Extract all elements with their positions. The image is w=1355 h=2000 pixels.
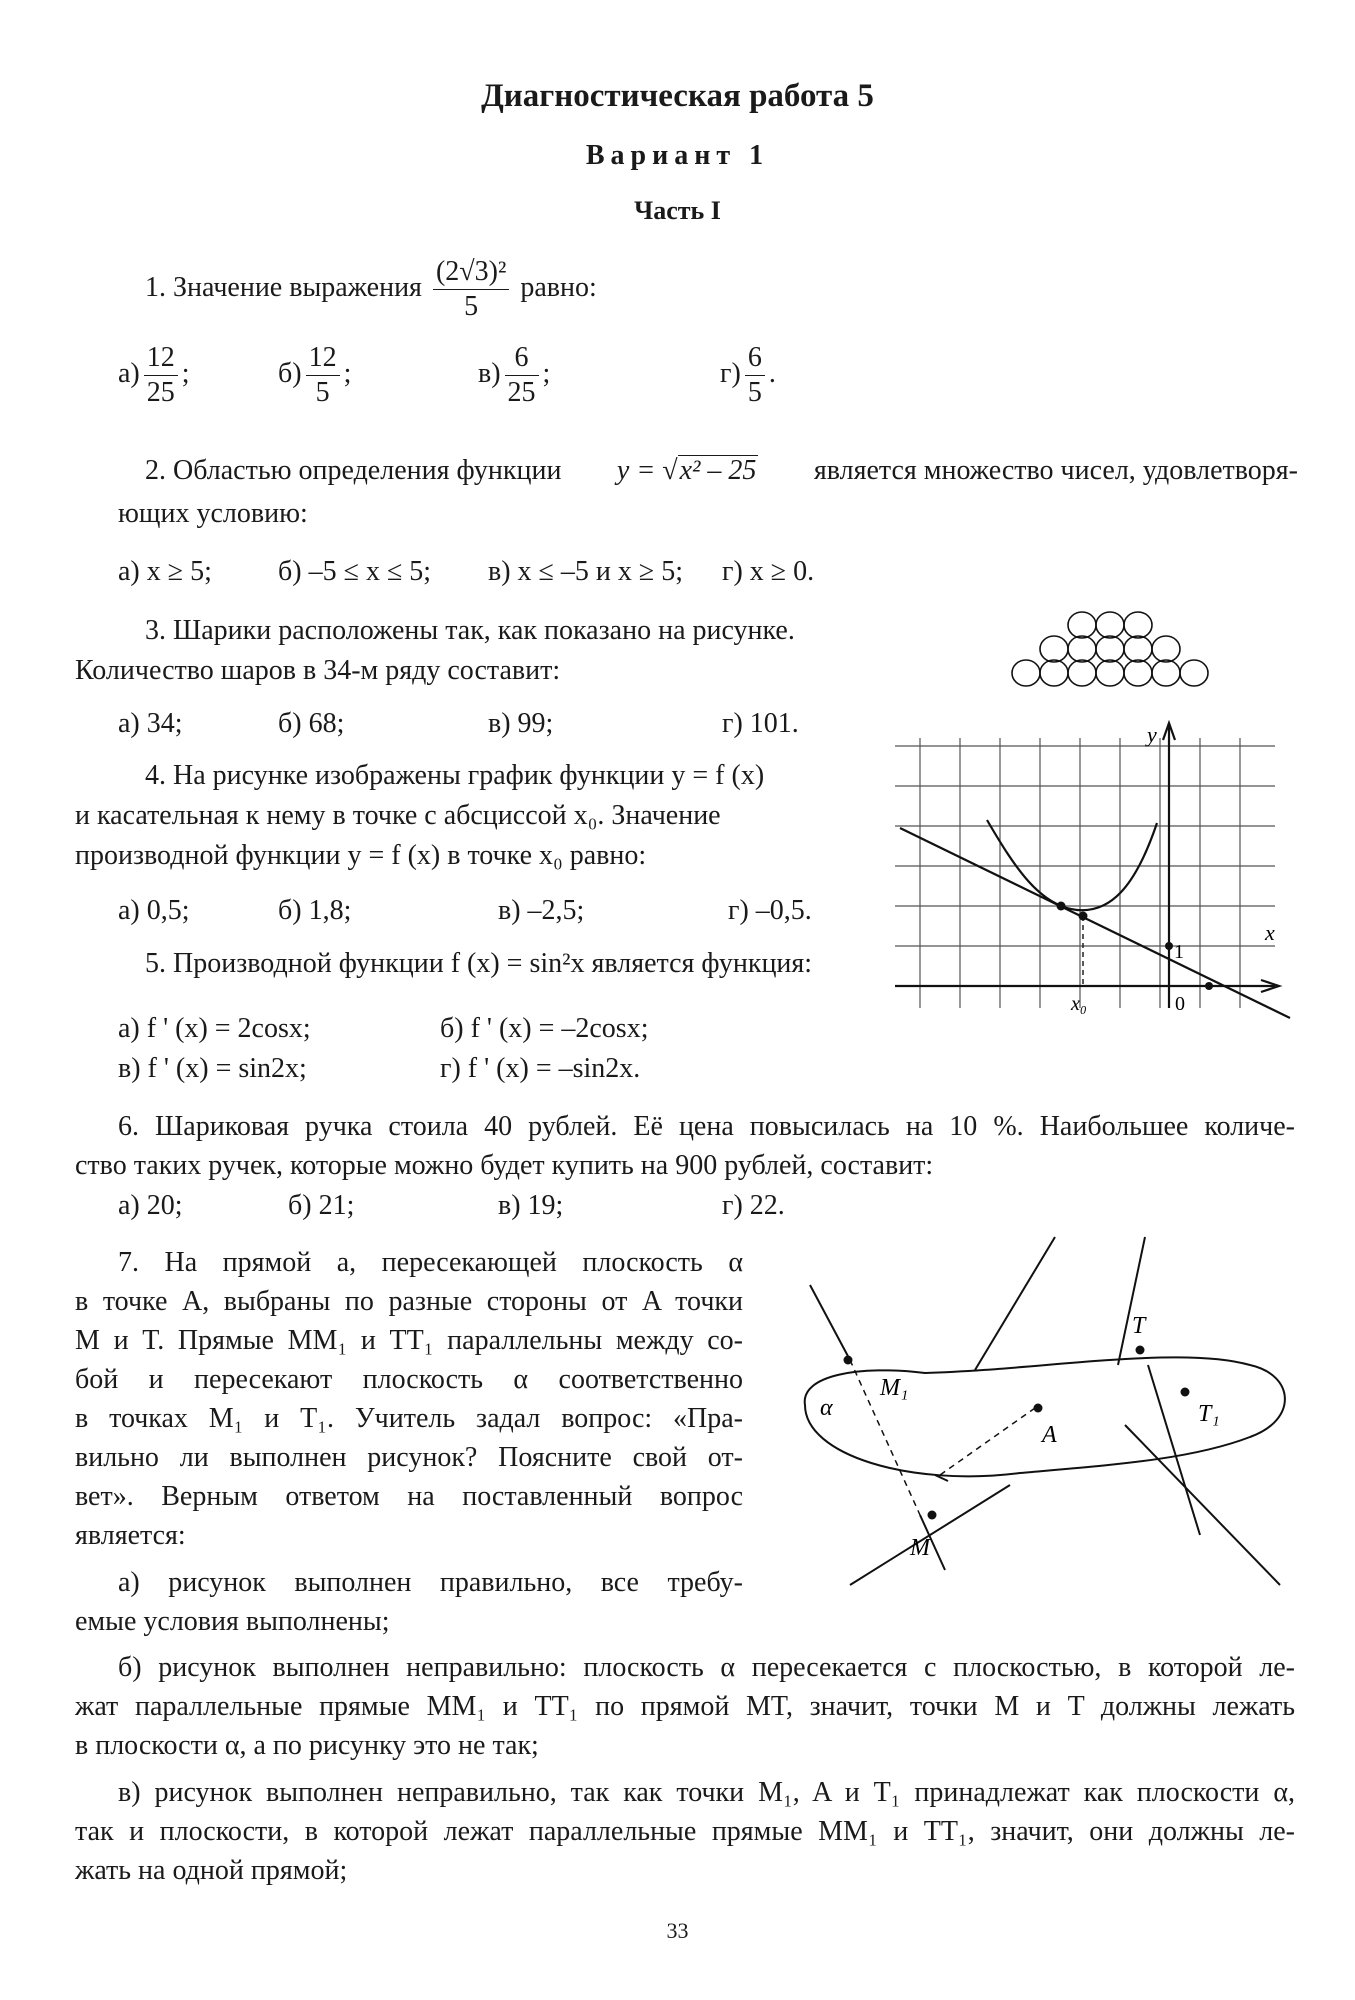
page-title: Диагностическая работа 5 — [481, 78, 874, 114]
q4-option-c: в) –2,5; — [498, 895, 585, 926]
ball — [1040, 636, 1068, 662]
label-alpha: α — [820, 1395, 833, 1421]
line-TT1-lower — [1125, 1425, 1280, 1585]
q2-option-d: г) x ≥ 0. — [722, 556, 815, 587]
q7-line: в точке A, выбраны по разные стороны от A точки — [75, 1286, 743, 1317]
ball — [1068, 636, 1096, 662]
q2-stem-end: является множество чисел, удовлетворя- — [813, 455, 1298, 486]
point-M1 — [844, 1356, 853, 1365]
variant-heading: Вариант 1 — [585, 140, 770, 171]
ball — [1096, 660, 1124, 686]
q1-option-d: г) $\frac{6}{5}$ . — [720, 342, 776, 408]
point-x-intercept — [1205, 982, 1213, 990]
label-M: M — [910, 1535, 930, 1561]
q6-option-c: в) 19; — [498, 1190, 564, 1221]
q2-option-b: б) –5 ≤ x ≤ 5; — [278, 556, 432, 587]
ball — [1152, 660, 1180, 686]
ball — [1124, 636, 1152, 662]
q3-option-a: а) 34; — [118, 708, 183, 739]
plane-lines-figure — [780, 1225, 1300, 1605]
part-heading: Часть I — [634, 196, 721, 225]
q7-line: бой и пересекают плоскость α соответственно — [75, 1364, 743, 1395]
q7-line: вильно ли выполнен рисунок? Поясните свой от- — [75, 1442, 743, 1473]
q1-stem-text: 1. Значение выражения — [145, 271, 422, 303]
tangent-point — [1057, 902, 1066, 911]
q1-option-b: б) $\frac{12}{5}$ ; — [278, 342, 352, 408]
page-number: 33 — [666, 1918, 689, 1943]
grid — [895, 738, 1275, 1008]
function-curve — [987, 820, 1157, 910]
q7-stem — [75, 1243, 743, 1555]
point-T — [1136, 1346, 1145, 1355]
q2-line1 — [118, 452, 1298, 490]
balls-pyramid-figure — [1000, 605, 1220, 695]
point-T1 — [1181, 1388, 1190, 1397]
q6-line1: 6. Шариковая ручка стоила 40 рублей. Её цена повысилась на 10 %. Наибольшее количе- — [118, 1111, 1295, 1142]
q3-option-d: г) 101. — [722, 708, 799, 739]
x0-label: x₀ — [1071, 993, 1087, 1015]
y-axis-label: y — [1147, 722, 1157, 747]
q4-option-d: г) –0,5. — [728, 895, 812, 926]
q7-line: в точках M₁ и T₁. Учитель задал вопрос: «Пра- — [75, 1403, 743, 1434]
line-MM1-upper — [810, 1285, 850, 1360]
q3-line2: Количество шаров в 34-м ряду составит: — [75, 655, 561, 686]
q6-option-b: б) 21; — [288, 1190, 355, 1221]
ball — [1012, 660, 1040, 686]
line-T-T1 — [1148, 1365, 1200, 1535]
q7-line: M и T. Прямые MM₁ и TT₁ параллельны между со- — [75, 1325, 743, 1356]
ball — [1152, 636, 1180, 662]
q7-line: 7. На прямой a, пересекающей плоскость α — [118, 1247, 743, 1278]
ball — [1068, 612, 1096, 638]
q6-option-a: а) 20; — [118, 1190, 183, 1221]
ball — [1096, 612, 1124, 638]
q5-stem: 5. Производной функции f (x) = sin²x является функция: — [145, 948, 813, 979]
q3-option-b: б) 68; — [278, 708, 345, 739]
q4-line3: производной функции y = f (x) в точке x₀ равно: — [75, 840, 647, 871]
ball — [1124, 660, 1152, 686]
q1-expression: $\frac{\text{(2√3)²}}{5}$ — [433, 258, 509, 321]
line-TT1-upper — [975, 1237, 1055, 1370]
label-T1: T₁ — [1198, 1401, 1220, 1427]
label-T: T — [1132, 1313, 1146, 1339]
tick-label-one: 1 — [1174, 941, 1184, 963]
q1-stem — [145, 258, 597, 321]
q7-option-a: а) рисунок выполнен правильно, все требу- емые условия выполнены; — [75, 1567, 743, 1637]
q2-option-a: а) x ≥ 5; — [118, 556, 212, 587]
ball — [1124, 612, 1152, 638]
point-y1 — [1165, 942, 1173, 950]
ball — [1096, 636, 1124, 662]
q3-line1: 3. Шарики расположены так, как показано на рисунке. — [145, 615, 795, 646]
q4-option-a: а) 0,5; — [118, 895, 190, 926]
ball — [1180, 660, 1208, 686]
ball — [1068, 660, 1096, 686]
label-A: A — [1042, 1422, 1057, 1448]
point-A — [1034, 1404, 1043, 1413]
q5-option-d: г) f ' (x) = –sin2x. — [440, 1053, 641, 1084]
q4-option-b: б) 1,8; — [278, 895, 352, 926]
q6-option-d: г) 22. — [722, 1190, 785, 1221]
point-x0 — [1079, 912, 1088, 921]
q4-line2: и касательная к нему в точке с абсциссой x₀. Значение — [75, 800, 721, 831]
q2-option-c: в) x ≤ –5 и x ≥ 5; — [488, 556, 684, 587]
q4-line1: 4. На рисунке изображены график функции y = f (x) — [145, 760, 765, 791]
q5-option-a: а) f ' (x) = 2cosx; — [118, 1013, 311, 1044]
q2-line2: ющих условию: — [118, 498, 308, 529]
q7-option-b: б) рисунок выполнен неправильно: плоскость α пересекается с плоскостью, в которой ле- жат параллельные прямые MM₁ и TT₁ по прямой MT, значит, точки M и T должны лежать в плоскости α, а по рисунку это не так; — [75, 1652, 1295, 1761]
x-axis-label: x — [1265, 920, 1275, 945]
q1-option-c: в) $\frac{6}{25}$ ; — [478, 342, 551, 408]
q5-option-b: б) f ' (x) = –2cosx; — [440, 1013, 649, 1044]
q1-stem-end: равно: — [520, 271, 597, 303]
tangent-line — [900, 828, 1290, 1018]
q2-function: y = √x² – 25 — [616, 455, 757, 486]
line-a-lower — [850, 1485, 1010, 1585]
function-graph-figure — [895, 718, 1295, 1018]
origin-label: 0 — [1175, 993, 1185, 1015]
dashed-A-M — [940, 1408, 1035, 1475]
ball — [1040, 660, 1068, 686]
q7-line: является: — [75, 1520, 186, 1551]
q2-stem-text: 2. Областью определения функции — [145, 455, 562, 486]
q3-option-c: в) 99; — [488, 708, 554, 739]
point-M — [928, 1511, 937, 1520]
q7-option-c: в) рисунок выполнен неправильно, так как точки M₁, A и T₁ принадлежат как плоскости α, так и плоскости, в которой лежат параллельные прямые MM₁ и TT₁, значит, они должны ле- жать на одной прямой; — [75, 1777, 1295, 1886]
q1-option-a: а) $\frac{12}{25}$ ; — [118, 342, 190, 408]
q5-option-c: в) f ' (x) = sin2x; — [118, 1053, 307, 1084]
q7-line: вет». Верным ответом на поставленный вопрос — [75, 1481, 743, 1512]
q6-line2: ство таких ручек, которые можно будет купить на 900 рублей, составит: — [75, 1150, 934, 1181]
label-M1: M₁ — [880, 1375, 909, 1401]
